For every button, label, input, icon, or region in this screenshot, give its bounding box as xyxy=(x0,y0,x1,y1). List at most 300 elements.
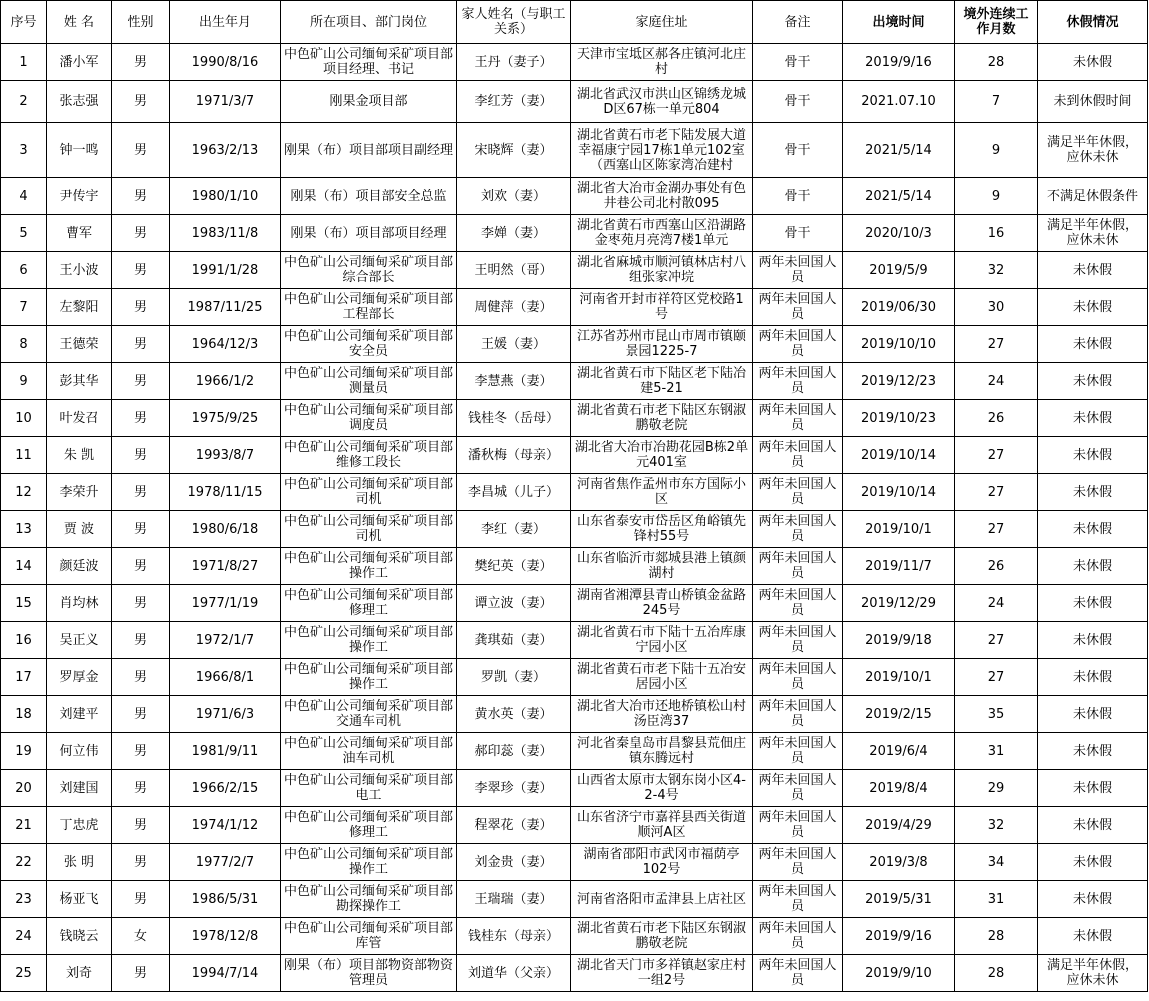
table-row xyxy=(1,844,1148,881)
cell-text: 刚果金项目部 xyxy=(329,94,408,109)
cell-index: 22 xyxy=(1,844,47,881)
cell-gender: 男 xyxy=(112,955,170,992)
cell-index: 9 xyxy=(1,363,47,400)
cell-remark: 两年未回国人员 xyxy=(753,881,843,918)
cell-text: 中色矿山公司缅甸采矿项目部修理工 xyxy=(283,810,453,840)
cell-birth: 1990/8/16 xyxy=(170,44,281,81)
cell-exit-date: 2019/4/29 xyxy=(843,807,955,844)
cell-gender: 男 xyxy=(112,585,170,622)
cell-index: 14 xyxy=(1,548,47,585)
cell-months: 32 xyxy=(955,252,1038,289)
cell-name: 何立伟 xyxy=(47,733,112,770)
cell-position xyxy=(281,123,457,178)
col-header-index: 序号 xyxy=(1,1,47,44)
cell-text: 湖北省大冶市冶勘花园B栋2单元401室 xyxy=(574,440,749,470)
cell-family: 周健萍（妻） xyxy=(457,289,571,326)
cell-birth: 1994/7/14 xyxy=(170,955,281,992)
cell-family: 钱桂东（母亲） xyxy=(457,918,571,955)
cell-name: 王小波 xyxy=(47,252,112,289)
cell-text: 湖南省湘潭县青山桥镇金盆路245号 xyxy=(576,588,746,618)
col-header-family: 家人姓名（与职工关系） xyxy=(457,1,571,44)
cell-remark: 两年未回国人员 xyxy=(753,585,843,622)
cell-months: 24 xyxy=(955,363,1038,400)
cell-months: 24 xyxy=(955,585,1038,622)
cell-address xyxy=(571,511,753,548)
cell-exit-date: 2019/11/7 xyxy=(843,548,955,585)
cell-text: 中色矿山公司缅甸采矿项目部工程部长 xyxy=(283,292,453,322)
cell-position xyxy=(281,733,457,770)
cell-position xyxy=(281,81,457,123)
cell-position xyxy=(281,400,457,437)
cell-address xyxy=(571,770,753,807)
cell-position xyxy=(281,363,457,400)
cell-name: 肖均林 xyxy=(47,585,112,622)
cell-leave: 未休假 xyxy=(1038,696,1148,733)
cell-text: 湖北省麻城市顺河镇林店村八组张家冲垸 xyxy=(576,255,746,285)
cell-position xyxy=(281,881,457,918)
cell-address xyxy=(571,622,753,659)
cell-family: 谭立波（妻） xyxy=(457,585,571,622)
cell-address xyxy=(571,807,753,844)
cell-leave: 未休假 xyxy=(1038,733,1148,770)
cell-family: 李红芳（妻） xyxy=(457,81,571,123)
cell-name: 丁忠虎 xyxy=(47,807,112,844)
cell-family: 刘金贵（妻） xyxy=(457,844,571,881)
cell-text: 江苏省苏州市昆山市周市镇颐景园1225-7 xyxy=(576,329,746,359)
cell-gender: 男 xyxy=(112,770,170,807)
cell-birth: 1963/2/13 xyxy=(170,123,281,178)
table-row xyxy=(1,807,1148,844)
cell-text: 湖北省黄石市下陆十五冶库康宁园小区 xyxy=(576,625,746,655)
cell-leave: 未休假 xyxy=(1038,437,1148,474)
cell-birth: 1977/1/19 xyxy=(170,585,281,622)
cell-birth: 1978/12/8 xyxy=(170,918,281,955)
cell-leave: 未休假 xyxy=(1038,807,1148,844)
cell-text: 湖北省黄石市老下陆区东钢淑鹏敬老院 xyxy=(576,403,746,433)
cell-family: 王媛（妻） xyxy=(457,326,571,363)
cell-remark: 两年未回国人员 xyxy=(753,326,843,363)
cell-index: 8 xyxy=(1,326,47,363)
table-row xyxy=(1,326,1148,363)
cell-name: 李荣升 xyxy=(47,474,112,511)
cell-leave: 未休假 xyxy=(1038,44,1148,81)
cell-months: 9 xyxy=(955,123,1038,178)
cell-text: 中色矿山公司缅甸采矿项目部司机 xyxy=(283,477,453,507)
cell-gender: 男 xyxy=(112,44,170,81)
cell-text: 中色矿山公司缅甸采矿项目部电工 xyxy=(283,773,453,803)
cell-birth: 1991/1/28 xyxy=(170,252,281,289)
table-row xyxy=(1,252,1148,289)
cell-position xyxy=(281,215,457,252)
cell-leave: 未休假 xyxy=(1038,289,1148,326)
cell-leave: 未休假 xyxy=(1038,659,1148,696)
table-row xyxy=(1,215,1148,252)
cell-text: 天津市宝坻区郝各庄镇河北庄村 xyxy=(576,47,746,77)
cell-text: 中色矿山公司缅甸采矿项目部项目经理、书记 xyxy=(283,47,453,77)
cell-text: 中色矿山公司缅甸采矿项目部操作工 xyxy=(283,662,453,692)
cell-family: 王明然（哥） xyxy=(457,252,571,289)
cell-exit-date: 2019/10/14 xyxy=(843,474,955,511)
cell-remark: 骨干 xyxy=(753,215,843,252)
cell-birth: 1975/9/25 xyxy=(170,400,281,437)
cell-gender: 男 xyxy=(112,215,170,252)
cell-name: 颜廷波 xyxy=(47,548,112,585)
cell-text: 中色矿山公司缅甸采矿项目部勘探操作工 xyxy=(283,884,453,914)
cell-index: 25 xyxy=(1,955,47,992)
cell-name: 张志强 xyxy=(47,81,112,123)
cell-exit-date: 2019/10/1 xyxy=(843,511,955,548)
cell-address xyxy=(571,326,753,363)
cell-months: 26 xyxy=(955,400,1038,437)
cell-leave: 未休假 xyxy=(1038,252,1148,289)
cell-birth: 1972/1/7 xyxy=(170,622,281,659)
cell-index: 24 xyxy=(1,918,47,955)
cell-remark: 两年未回国人员 xyxy=(753,844,843,881)
cell-text: 湖北省黄石市西塞山区沿湖路金枣苑月亮湾7楼1单元 xyxy=(576,218,746,248)
cell-address xyxy=(571,733,753,770)
cell-leave: 未休假 xyxy=(1038,326,1148,363)
cell-name: 左黎阳 xyxy=(47,289,112,326)
cell-text: 中色矿山公司缅甸采矿项目部维修工段长 xyxy=(283,440,453,470)
cell-family: 刘欢（妻） xyxy=(457,178,571,215)
cell-address xyxy=(571,178,753,215)
cell-text: 山西省太原市太钢东岗小区4-2-4号 xyxy=(577,773,746,803)
cell-family: 李翠珍（妻） xyxy=(457,770,571,807)
table-row xyxy=(1,289,1148,326)
cell-exit-date: 2019/3/8 xyxy=(843,844,955,881)
cell-gender: 男 xyxy=(112,881,170,918)
cell-address xyxy=(571,474,753,511)
cell-birth: 1986/5/31 xyxy=(170,881,281,918)
cell-index: 3 xyxy=(1,123,47,178)
cell-text: 刚果（布）项目部安全总监 xyxy=(290,188,447,204)
cell-family: 程翠花（妻） xyxy=(457,807,571,844)
cell-text: 湖北省黄石市下陆区老下陆冶建5-21 xyxy=(576,366,746,396)
cell-name: 叶发召 xyxy=(47,400,112,437)
cell-leave: 满足半年休假，应休未休 xyxy=(1038,123,1148,178)
cell-name: 朱 凯 xyxy=(47,437,112,474)
cell-family: 罗凯（妻） xyxy=(457,659,571,696)
cell-position xyxy=(281,44,457,81)
table-row xyxy=(1,696,1148,733)
cell-position xyxy=(281,622,457,659)
cell-remark: 两年未回国人员 xyxy=(753,400,843,437)
cell-name: 钱晓云 xyxy=(47,918,112,955)
table-row xyxy=(1,44,1148,81)
cell-months: 28 xyxy=(955,918,1038,955)
cell-gender: 男 xyxy=(112,363,170,400)
table-row xyxy=(1,400,1148,437)
cell-birth: 1981/9/11 xyxy=(170,733,281,770)
cell-name: 杨亚飞 xyxy=(47,881,112,918)
cell-exit-date: 2019/9/10 xyxy=(843,955,955,992)
cell-gender: 男 xyxy=(112,807,170,844)
cell-exit-date: 2019/8/4 xyxy=(843,770,955,807)
cell-address xyxy=(571,585,753,622)
cell-months: 27 xyxy=(955,659,1038,696)
cell-text: 中色矿山公司缅甸采矿项目部操作工 xyxy=(283,625,453,655)
cell-leave: 未休假 xyxy=(1038,844,1148,881)
cell-text: 河南省洛阳市孟津县上店社区 xyxy=(576,891,746,907)
cell-months: 34 xyxy=(955,844,1038,881)
cell-family: 刘道华（父亲） xyxy=(457,955,571,992)
cell-months: 28 xyxy=(955,44,1038,81)
cell-family: 李红（妻） xyxy=(457,511,571,548)
table-row xyxy=(1,881,1148,918)
cell-address xyxy=(571,123,753,178)
cell-address xyxy=(571,81,753,123)
cell-family: 宋晓辉（妻） xyxy=(457,123,571,178)
cell-index: 20 xyxy=(1,770,47,807)
cell-remark: 骨干 xyxy=(753,178,843,215)
table-row xyxy=(1,918,1148,955)
cell-leave: 未休假 xyxy=(1038,585,1148,622)
cell-text: 湖北省黄石市老下陆发展大道幸福康宁园17栋1单元102室（西塞山区陈家湾冶建村 xyxy=(576,127,746,173)
cell-months: 26 xyxy=(955,548,1038,585)
cell-text: 中色矿山公司缅甸采矿项目部调度员 xyxy=(283,403,453,433)
cell-family: 潘秋梅（母亲） xyxy=(457,437,571,474)
cell-birth: 1993/8/7 xyxy=(170,437,281,474)
cell-family: 王丹（妻子） xyxy=(457,44,571,81)
cell-months: 27 xyxy=(955,622,1038,659)
cell-index: 19 xyxy=(1,733,47,770)
table-row xyxy=(1,437,1148,474)
cell-text: 湖北省天门市多祥镇赵家庄村一组2号 xyxy=(576,958,746,988)
cell-months: 27 xyxy=(955,511,1038,548)
cell-birth: 1978/11/15 xyxy=(170,474,281,511)
cell-months: 35 xyxy=(955,696,1038,733)
cell-index: 5 xyxy=(1,215,47,252)
cell-leave: 未休假 xyxy=(1038,511,1148,548)
cell-position xyxy=(281,659,457,696)
cell-name: 贾 波 xyxy=(47,511,112,548)
cell-birth: 1983/11/8 xyxy=(170,215,281,252)
col-header-gender: 性别 xyxy=(112,1,170,44)
cell-name: 刘奇 xyxy=(47,955,112,992)
cell-birth: 1966/2/15 xyxy=(170,770,281,807)
cell-text: 刚果（布）项目部物资部物资管理员 xyxy=(283,958,453,988)
cell-remark: 骨干 xyxy=(753,44,843,81)
cell-text: 中色矿山公司缅甸采矿项目部修理工 xyxy=(283,588,453,618)
cell-position xyxy=(281,844,457,881)
cell-birth: 1974/1/12 xyxy=(170,807,281,844)
cell-remark: 骨干 xyxy=(753,123,843,178)
cell-months: 27 xyxy=(955,326,1038,363)
cell-birth: 1980/1/10 xyxy=(170,178,281,215)
cell-remark: 两年未回国人员 xyxy=(753,548,843,585)
cell-address xyxy=(571,659,753,696)
cell-gender: 男 xyxy=(112,548,170,585)
cell-exit-date: 2021/5/14 xyxy=(843,123,955,178)
cell-position xyxy=(281,437,457,474)
cell-exit-date: 2019/10/23 xyxy=(843,400,955,437)
cell-months: 7 xyxy=(955,81,1038,123)
cell-address xyxy=(571,696,753,733)
cell-gender: 男 xyxy=(112,178,170,215)
cell-text: 湖南省邵阳市武冈市福荫亭102号 xyxy=(583,847,740,877)
col-header-months: 境外连续工作月数 xyxy=(955,1,1038,44)
cell-index: 18 xyxy=(1,696,47,733)
cell-text: 中色矿山公司缅甸采矿项目部操作工 xyxy=(283,551,453,581)
col-header-address: 家庭住址 xyxy=(571,1,753,44)
cell-text: 河南省焦作孟州市东方国际小区 xyxy=(576,477,746,507)
cell-name: 吴正义 xyxy=(47,622,112,659)
cell-text: 中色矿山公司缅甸采矿项目部综合部长 xyxy=(283,255,453,285)
cell-remark: 两年未回国人员 xyxy=(753,696,843,733)
table-row xyxy=(1,363,1148,400)
cell-exit-date: 2019/5/31 xyxy=(843,881,955,918)
cell-position xyxy=(281,474,457,511)
cell-months: 30 xyxy=(955,289,1038,326)
cell-birth: 1964/12/3 xyxy=(170,326,281,363)
cell-address xyxy=(571,363,753,400)
cell-remark: 两年未回国人员 xyxy=(753,622,843,659)
cell-text: 中色矿山公司缅甸采矿项目部安全员 xyxy=(283,329,453,359)
cell-leave: 不满足休假条件 xyxy=(1038,178,1148,215)
cell-gender: 男 xyxy=(112,733,170,770)
cell-gender: 男 xyxy=(112,437,170,474)
cell-leave: 未休假 xyxy=(1038,770,1148,807)
cell-text: 湖北省黄石市老下陆十五冶安居园小区 xyxy=(576,662,746,692)
cell-position xyxy=(281,918,457,955)
cell-exit-date: 2019/06/30 xyxy=(843,289,955,326)
cell-address xyxy=(571,881,753,918)
cell-exit-date: 2019/10/1 xyxy=(843,659,955,696)
cell-leave: 未休假 xyxy=(1038,918,1148,955)
cell-family: 钱桂冬（岳母） xyxy=(457,400,571,437)
cell-exit-date: 2019/6/4 xyxy=(843,733,955,770)
cell-leave: 未休假 xyxy=(1038,400,1148,437)
cell-name: 刘建国 xyxy=(47,770,112,807)
cell-index: 2 xyxy=(1,81,47,123)
cell-remark: 两年未回国人员 xyxy=(753,955,843,992)
cell-address xyxy=(571,548,753,585)
cell-birth: 1971/8/27 xyxy=(170,548,281,585)
cell-position xyxy=(281,548,457,585)
cell-address xyxy=(571,918,753,955)
cell-index: 11 xyxy=(1,437,47,474)
cell-index: 7 xyxy=(1,289,47,326)
cell-months: 28 xyxy=(955,955,1038,992)
cell-months: 27 xyxy=(955,437,1038,474)
table-row xyxy=(1,511,1148,548)
cell-months: 31 xyxy=(955,881,1038,918)
cell-family: 李慧燕（妻） xyxy=(457,363,571,400)
table-row xyxy=(1,955,1148,992)
table-row xyxy=(1,585,1148,622)
col-header-leave: 休假情况 xyxy=(1038,1,1148,44)
cell-gender: 男 xyxy=(112,622,170,659)
cell-gender: 男 xyxy=(112,252,170,289)
cell-months: 29 xyxy=(955,770,1038,807)
cell-index: 1 xyxy=(1,44,47,81)
cell-gender: 男 xyxy=(112,400,170,437)
cell-index: 16 xyxy=(1,622,47,659)
cell-address xyxy=(571,400,753,437)
cell-address xyxy=(571,955,753,992)
cell-birth: 1987/11/25 xyxy=(170,289,281,326)
table-row xyxy=(1,733,1148,770)
cell-remark: 两年未回国人员 xyxy=(753,252,843,289)
cell-exit-date: 2019/12/23 xyxy=(843,363,955,400)
cell-index: 15 xyxy=(1,585,47,622)
cell-index: 4 xyxy=(1,178,47,215)
cell-exit-date: 2019/10/14 xyxy=(843,437,955,474)
cell-name: 彭其华 xyxy=(47,363,112,400)
col-header-position: 所在项目、部门岗位 xyxy=(281,1,457,44)
cell-address xyxy=(571,289,753,326)
cell-family: 王瑞瑞（妻） xyxy=(457,881,571,918)
cell-position xyxy=(281,326,457,363)
cell-text: 山东省临沂市郯城县港上镇颜湖村 xyxy=(576,551,746,581)
cell-leave: 满足半年休假，应休未休 xyxy=(1038,215,1148,252)
cell-birth: 1966/8/1 xyxy=(170,659,281,696)
cell-position xyxy=(281,955,457,992)
cell-exit-date: 2019/2/15 xyxy=(843,696,955,733)
cell-remark: 两年未回国人员 xyxy=(753,733,843,770)
cell-birth: 1980/6/18 xyxy=(170,511,281,548)
cell-address xyxy=(571,437,753,474)
cell-text: 刚果（布）项目部项目经理 xyxy=(290,225,447,241)
table-row xyxy=(1,548,1148,585)
table-row xyxy=(1,622,1148,659)
cell-gender: 男 xyxy=(112,81,170,123)
cell-address xyxy=(571,44,753,81)
cell-text: 山东省泰安市岱岳区角峪镇先锋村55号 xyxy=(576,514,746,544)
cell-family: 黄水英（妻） xyxy=(457,696,571,733)
cell-birth: 1966/1/2 xyxy=(170,363,281,400)
table-row xyxy=(1,81,1148,123)
table-row xyxy=(1,770,1148,807)
col-header-exit-date: 出境时间 xyxy=(843,1,955,44)
cell-exit-date: 2020/10/3 xyxy=(843,215,955,252)
cell-name: 钟一鸣 xyxy=(47,123,112,178)
cell-position xyxy=(281,511,457,548)
cell-index: 6 xyxy=(1,252,47,289)
cell-remark: 两年未回国人员 xyxy=(753,770,843,807)
cell-name: 张 明 xyxy=(47,844,112,881)
cell-family: 郝印蕊（妻） xyxy=(457,733,571,770)
cell-gender: 男 xyxy=(112,289,170,326)
cell-gender: 男 xyxy=(112,659,170,696)
cell-index: 23 xyxy=(1,881,47,918)
cell-birth: 1971/3/7 xyxy=(170,81,281,123)
cell-text: 湖北省大冶市还地桥镇松山村汤臣湾37 xyxy=(576,699,746,729)
cell-name: 尹传宇 xyxy=(47,178,112,215)
cell-text: 中色矿山公司缅甸采矿项目部油车司机 xyxy=(283,736,453,766)
cell-months: 31 xyxy=(955,733,1038,770)
cell-birth: 1977/2/7 xyxy=(170,844,281,881)
cell-index: 10 xyxy=(1,400,47,437)
cell-family: 李婵（妻） xyxy=(457,215,571,252)
cell-text: 山东省济宁市嘉祥县西关街道顺河A区 xyxy=(576,810,746,840)
cell-name: 刘建平 xyxy=(47,696,112,733)
header-row xyxy=(1,1,1148,44)
cell-gender: 男 xyxy=(112,474,170,511)
cell-text: 河南省开封市祥符区党校路1号 xyxy=(579,292,744,322)
cell-name: 罗厚金 xyxy=(47,659,112,696)
cell-leave: 未休假 xyxy=(1038,881,1148,918)
cell-index: 12 xyxy=(1,474,47,511)
cell-remark: 骨干 xyxy=(753,81,843,123)
cell-exit-date: 2021.07.10 xyxy=(843,81,955,123)
cell-leave: 满足半年休假，应休未休 xyxy=(1038,955,1148,992)
cell-gender: 男 xyxy=(112,844,170,881)
table-row xyxy=(1,659,1148,696)
table-row xyxy=(1,123,1148,178)
cell-gender: 男 xyxy=(112,326,170,363)
cell-leave: 未休假 xyxy=(1038,363,1148,400)
